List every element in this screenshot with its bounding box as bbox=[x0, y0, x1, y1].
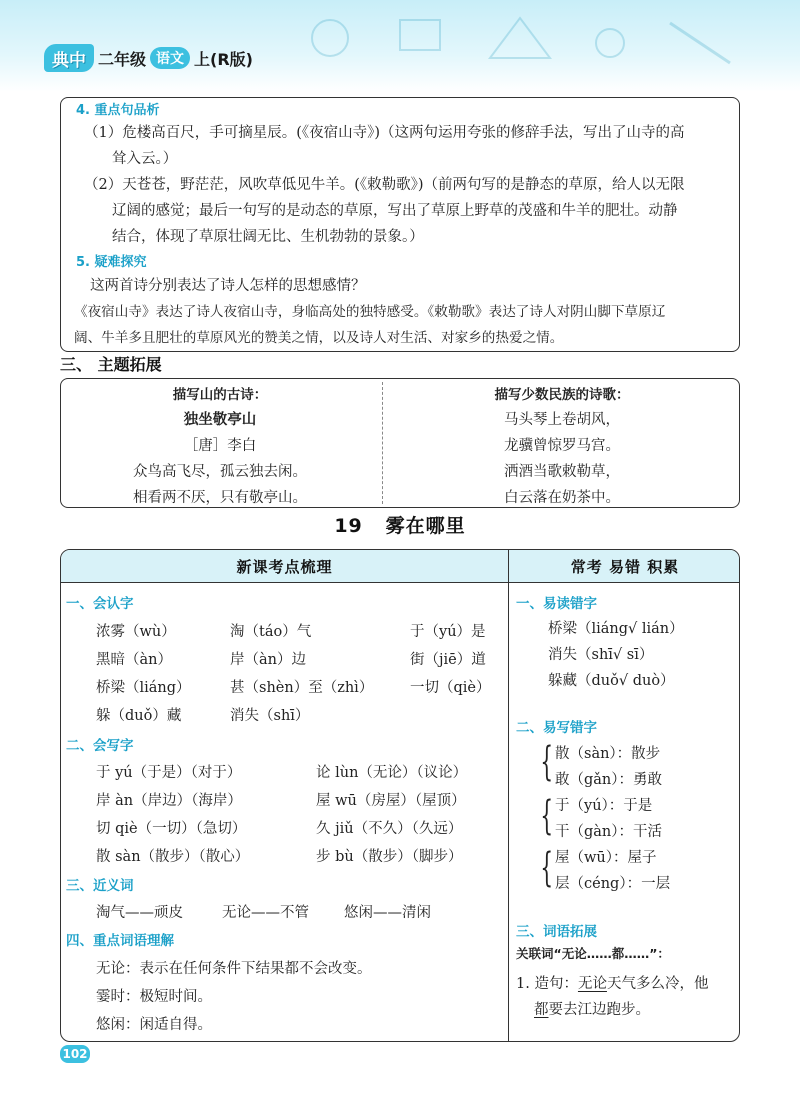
vocab-heading: 四、重点词语理解 bbox=[66, 933, 174, 949]
key-sentence-1-line-1: （1）危楼高百尺，手可摘星辰。(《夜宿山寺》)（这两句运用夸张的修辞手法，写出了山寺的高 bbox=[84, 125, 685, 141]
brace-icon: { bbox=[540, 845, 554, 891]
poem-line-2: 相看两不厌，只有敬亭山。 bbox=[133, 490, 307, 506]
pair-3a: 屋（wū）：屋子 bbox=[555, 850, 657, 866]
minority-poems-subheading: 描写少数民族的诗歌： bbox=[494, 387, 630, 403]
recognize-r2c2: 岸（àn）边 bbox=[230, 652, 306, 668]
synonym-3: 悠闲——清闲 bbox=[344, 905, 431, 921]
connective-label: 关联词“无论……都……”： bbox=[516, 946, 670, 961]
key-sentence-2-line-3: 结合，体现了草原壮阔无比、生机勃勃的景象。） bbox=[112, 229, 424, 245]
recognize-r3c3: 一切（qiè） bbox=[410, 680, 491, 696]
brace-icon: { bbox=[540, 739, 554, 785]
key-sentence-1-line-2: 耸入云。） bbox=[112, 151, 178, 167]
synonym-1: 淘气——顽皮 bbox=[96, 905, 183, 921]
minority-poem-line-3: 洒酒当歌敕勒草， bbox=[504, 464, 620, 480]
pair-1b: 敢（gǎn）：勇敢 bbox=[555, 772, 663, 788]
tab-common-errors: 常考 易错 积累 bbox=[509, 550, 740, 583]
example-prefix: 1. 造句： bbox=[516, 976, 578, 992]
recognize-r1c1: 浓雾（wù） bbox=[96, 624, 176, 640]
lesson-name: 雾在哪里 bbox=[385, 515, 466, 537]
minority-poem-line-4: 白云落在奶茶中。 bbox=[504, 490, 620, 506]
recognize-heading: 一、会认字 bbox=[66, 596, 134, 612]
dashed-divider bbox=[382, 382, 383, 504]
write-r2c2: 屋 wū（房屋）（屋顶） bbox=[316, 793, 466, 809]
write-heading: 二、会写字 bbox=[66, 738, 134, 754]
poem-line-1: 众鸟高飞尽，孤云独去闲。 bbox=[133, 464, 307, 480]
tab-new-lesson-points: 新课考点梳理 bbox=[61, 550, 508, 583]
poem-author: ［唐］李白 bbox=[183, 438, 257, 454]
synonym-2: 无论——不管 bbox=[222, 905, 309, 921]
recognize-r1c2: 淘（táo）气 bbox=[230, 624, 312, 640]
lesson-title bbox=[0, 511, 800, 538]
volume-label: 上(R版) bbox=[194, 49, 253, 69]
page-number: 102 bbox=[60, 1045, 90, 1063]
miswrite-heading: 二、易写错字 bbox=[516, 720, 597, 736]
recognize-r2c3: 街（jiē）道 bbox=[410, 652, 486, 668]
synonyms-heading: 三、近义词 bbox=[66, 878, 134, 894]
pair-2a: 于（yú）：于是 bbox=[555, 798, 653, 814]
key-sentences-heading: 4. 重点句品析 bbox=[76, 103, 160, 118]
misread-2: 消失（shī√ sī） bbox=[548, 647, 654, 663]
difficult-question: 这两首诗分别表达了诗人怎样的思想感情？ bbox=[90, 278, 366, 294]
recognize-r1c3: 于（yú）是 bbox=[410, 624, 486, 640]
example-sentence-line-1 bbox=[516, 972, 708, 993]
column-divider bbox=[508, 550, 509, 1042]
vocab-line-2: 霎时：极短时间。 bbox=[96, 989, 212, 1005]
write-r3c1: 切 qiè（一切）（急切） bbox=[96, 821, 247, 837]
key-sentence-2-line-1: （2）天苍苍，野茫茫，风吹草低见牛羊。(《敕勒歌》)（前两句写的是静态的草原，给人以无限 bbox=[84, 177, 685, 193]
grade-label: 二年级 bbox=[98, 49, 147, 69]
difficult-answer-line-2: 阔、牛羊多且肥壮的草原风光的赞美之情，以及诗人对生活、对家乡的热爱之情。 bbox=[74, 330, 564, 346]
vocab-line-1: 无论：表示在任何条件下结果都不会改变。 bbox=[96, 961, 372, 977]
recognize-r3c1: 桥梁（liáng） bbox=[96, 680, 191, 696]
misread-3: 躲藏（duǒ√ duò） bbox=[548, 673, 675, 689]
pair-2b: 干（gàn）：干活 bbox=[555, 824, 663, 840]
header-decoration-icon bbox=[290, 8, 770, 78]
key-sentence-2-line-2: 辽阔的感觉；最后一句写的是动态的草原，写出了草原上野草的茂盛和牛羊的肥壮。动静 bbox=[112, 203, 678, 219]
poem-title: 独坐敬亭山 bbox=[183, 412, 257, 428]
lesson-number: 19 bbox=[334, 515, 363, 537]
recognize-r4c1: 躲（duǒ）藏 bbox=[96, 708, 182, 724]
theme-extension-heading: 三、 主题拓展 bbox=[60, 355, 162, 374]
example-end: 要去江边跑步。 bbox=[548, 1002, 650, 1018]
minority-poem-line-1: 马头琴上卷胡风， bbox=[504, 412, 620, 428]
recognize-r3c2: 甚（shèn）至（zhì） bbox=[230, 680, 374, 696]
header-title bbox=[44, 44, 253, 72]
pair-1a: 散（sàn）：散步 bbox=[555, 746, 661, 762]
example-word-wulun: 无论 bbox=[577, 976, 607, 992]
subject-badge: 语文 bbox=[150, 47, 190, 69]
expand-heading: 三、词语拓展 bbox=[516, 924, 597, 940]
write-r3c2: 久 jiǔ（不久）（久远） bbox=[316, 821, 463, 837]
recognize-r2c1: 黑暗（àn） bbox=[96, 652, 172, 668]
minority-poem-line-2: 龙骥曾惊罗马宫。 bbox=[504, 438, 620, 454]
vocab-line-3: 悠闲：闲适自得。 bbox=[96, 1017, 212, 1033]
difficult-answer-line-1: 《夜宿山寺》表达了诗人夜宿山寺，身临高处的独特感受。《敕勒歌》表达了诗人对阴山脚下草原辽 bbox=[74, 304, 666, 320]
write-r1c2: 论 lùn（无论）（议论） bbox=[316, 765, 468, 781]
brace-icon: { bbox=[540, 793, 554, 839]
example-sentence-line-2 bbox=[534, 998, 650, 1019]
pair-3b: 层（céng）：一层 bbox=[555, 876, 671, 892]
misread-heading: 一、易读错字 bbox=[516, 596, 597, 612]
mountain-poems-subheading: 描写山的古诗： bbox=[172, 387, 268, 403]
write-r4c1: 散 sàn（散步）（散心） bbox=[96, 849, 250, 865]
example-middle: 天气多么冷，他 bbox=[606, 976, 709, 992]
recognize-r4c2: 消失（shī） bbox=[230, 708, 310, 724]
book-logo: 典中 bbox=[44, 44, 94, 72]
write-r1c1: 于 yú（于是）（对于） bbox=[96, 765, 242, 781]
write-r4c2: 步 bù（散步）（脚步） bbox=[316, 849, 463, 865]
difficult-heading: 5. 疑难探究 bbox=[76, 255, 147, 270]
example-word-dou: 都 bbox=[534, 1002, 549, 1018]
misread-1: 桥梁（liáng√ lián） bbox=[548, 621, 684, 637]
write-r2c1: 岸 àn（岸边）（海岸） bbox=[96, 793, 242, 809]
